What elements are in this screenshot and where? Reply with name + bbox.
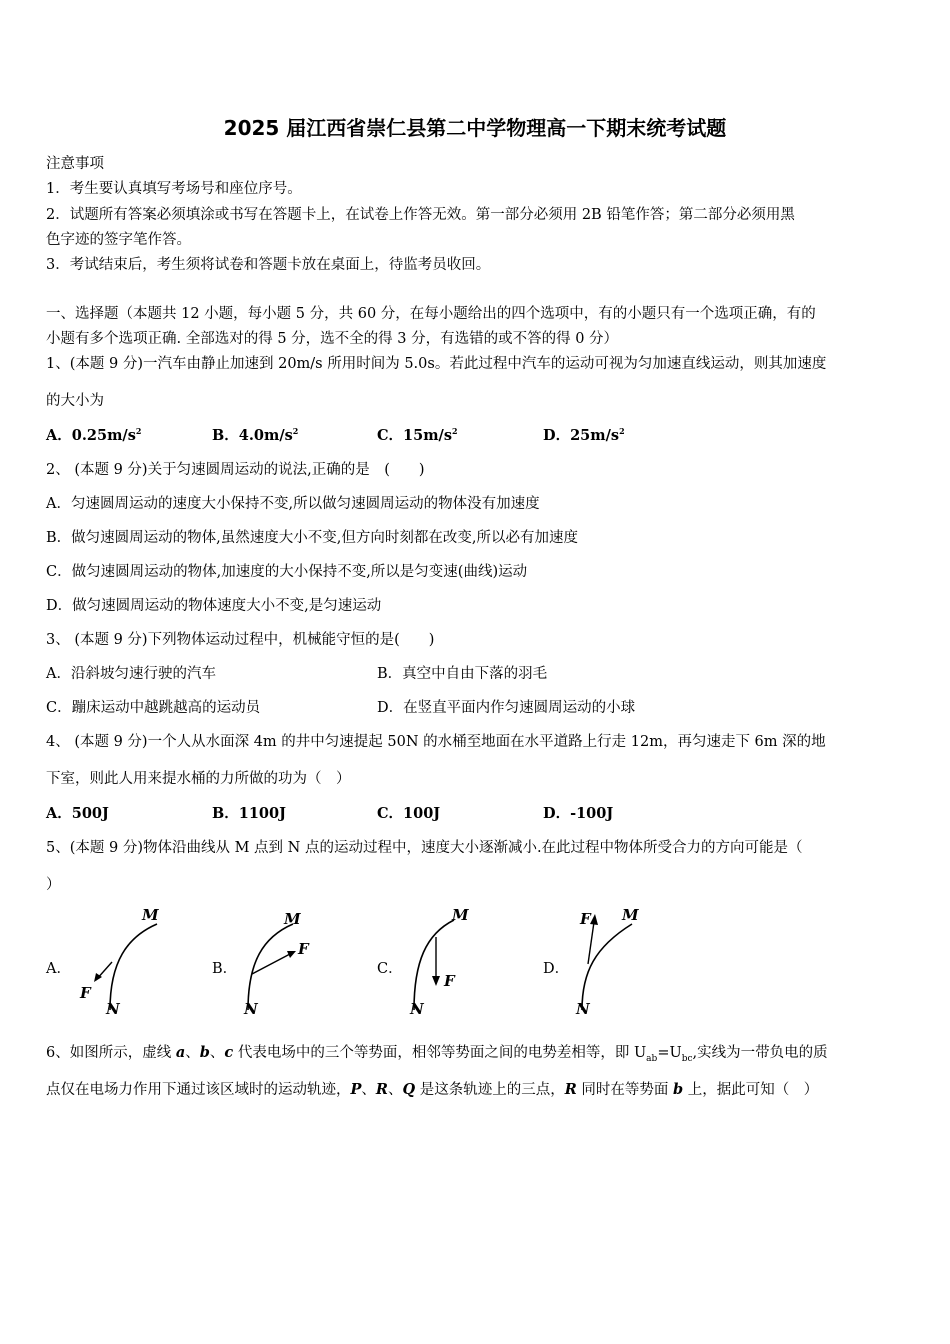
q6-stem-cont: 点仅在电场力作用下通过该区域时的运动轨迹，P、R、Q 是这条轨迹上的三点，R 同时在等势面 b 上，据此可知（ ）	[46, 1081, 819, 1098]
q5-option-c: C．	[377, 961, 403, 977]
q5-option-a: A．	[46, 961, 71, 977]
q4-option-b: B．1100J	[212, 805, 286, 822]
q3-stem: 3、 (本题 9 分)下列物体运动过程中，机械能守恒的是( )	[46, 632, 435, 648]
label-m: M	[142, 906, 159, 924]
q1-option-a: A．$0.25m/s^2$	[46, 426, 142, 444]
label-f: F	[444, 972, 455, 990]
q6-stem: 6、如图所示，虚线 a、b、c 代表电场中的三个等势面，相邻等势面之间的电势差相等，即 $U_{ab}=U_{bc}$,实线为一带负电的质	[46, 1044, 828, 1064]
label-m: M	[452, 906, 469, 924]
curve-path	[582, 924, 632, 1010]
q2-option-a: A．匀速圆周运动的速度大小保持不变,所以做匀速圆周运动的物体没有加速度	[46, 496, 540, 512]
label-f: F	[298, 940, 309, 958]
q3-option-b: B．真空中自由下落的羽毛	[377, 666, 548, 682]
curve-path	[248, 924, 293, 1010]
q2-option-d: D．做匀速圆周运动的物体速度大小不变,是匀速运动	[46, 598, 382, 614]
label-f: F	[580, 910, 591, 928]
curve-path	[414, 920, 454, 1010]
q4-option-a: A．500J	[46, 805, 109, 822]
q3-option-a: A．沿斜坡匀速行驶的汽车	[46, 666, 216, 682]
notice-item: 3．考试结束后，考生须将试卷和答题卡放在桌面上，待监考员收回。	[46, 257, 491, 273]
q2-option-b: B．做匀速圆周运动的物体,虽然速度大小不变,但方向时刻都在改变,所以必有加速度	[46, 530, 578, 546]
q4-stem: 4、 (本题 9 分)一个人从水面深 4m 的井中匀速提起 50N 的水桶至地面在水平道路上行走 12m，再匀速走下 6m 深的地	[46, 734, 826, 750]
q5-figure-b	[238, 902, 338, 1017]
arrow-head	[432, 976, 440, 986]
q3-option-d: D．在竖直平面内作匀速圆周运动的小球	[377, 700, 636, 716]
q2-option-c: C．做匀速圆周运动的物体,加速度的大小保持不变,所以是匀变速(曲线)运动	[46, 564, 528, 580]
q1-option-c: C．$15m/s^2$	[377, 426, 458, 444]
q4-option-c: C．100J	[377, 805, 441, 822]
page-title: 2025 届江西省崇仁县第二中学物理高一下期末统考试题	[223, 116, 727, 140]
q1-option-b: B．$4.0m/s^2$	[212, 426, 299, 444]
label-n: N	[106, 1000, 120, 1017]
label-n: N	[410, 1000, 424, 1017]
notice-item: 2．试题所有答案必须填涂或书写在答题卡上，在试卷上作答无效。第一部分必须用 2B 铅笔作答；第二部分必须用黑	[46, 207, 795, 223]
q5-option-d: D．	[543, 961, 570, 977]
section-heading: 一、选择题（本题共 12 小题，每小题 5 分，共 60 分，在每小题给出的四个选项中，有的小题只有一个选项正确，有的	[46, 306, 816, 322]
q5-stem-cont: ）	[46, 877, 61, 893]
q1-option-d: D．$25m/s^2$	[543, 426, 625, 444]
q5-option-b: B．	[212, 961, 238, 977]
q4-stem-cont: 下室，则此人用来提水桶的力所做的功为（ ）	[46, 771, 351, 787]
q1-stem: 1、(本题 9 分)一汽车由静止加速到 20m/s 所用时间为 5.0s。若此过程中汽车的运动可视为匀加速直线运动，则其加速度	[46, 356, 827, 372]
label-n: N	[244, 1000, 258, 1017]
label-f: F	[80, 984, 91, 1002]
q4-option-d: D．-100J	[543, 805, 614, 822]
q3-option-c: C．蹦床运动中越跳越高的运动员	[46, 700, 261, 716]
arrow-head	[590, 914, 598, 925]
label-m: M	[284, 910, 301, 928]
curve-path	[110, 924, 157, 1010]
q5-figure-c	[404, 902, 504, 1017]
q2-stem: 2、 (本题 9 分)关于匀速圆周运动的说法,正确的是 ( )	[46, 462, 425, 478]
label-n: N	[576, 1000, 590, 1017]
section-heading-cont: 小题有多个选项正确. 全部选对的得 5 分，选不全的得 3 分，有选错的或不答的得 0 分）	[46, 331, 619, 347]
notice-heading: 注意事项	[46, 156, 104, 172]
q1-stem-cont: 的大小为	[46, 393, 104, 409]
label-m: M	[622, 906, 639, 924]
force-arrow	[588, 922, 594, 964]
notice-item: 1．考生要认真填写考场号和座位序号。	[46, 181, 302, 197]
notice-item: 色字迹的签字笔作答。	[46, 232, 191, 248]
q5-figure-d	[570, 902, 670, 1017]
q5-figure-a	[72, 902, 172, 1017]
q5-stem: 5、(本题 9 分)物体沿曲线从 M 点到 N 点的运动过程中，速度大小逐渐减小.在此过程中物体所受合力的方向可能是（	[46, 840, 803, 856]
